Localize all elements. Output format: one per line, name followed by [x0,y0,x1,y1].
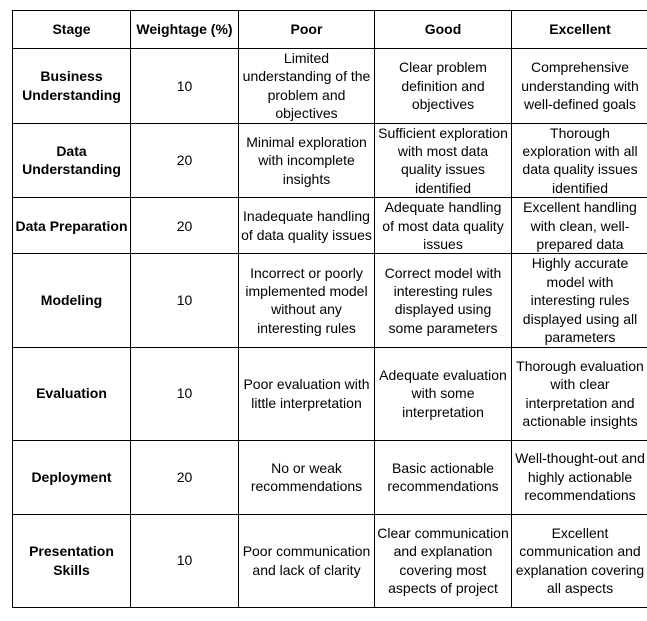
weightage-cell: 20 [131,440,239,514]
stage-cell: Modeling [13,254,131,347]
weightage-cell: 10 [131,347,239,440]
table-row [13,254,647,347]
table-row [13,347,647,440]
weightage-cell: 10 [131,49,239,124]
header-stage: Stage [13,11,131,49]
stage-cell: Data Understanding [13,123,131,198]
header-good: Good [375,11,512,49]
poor-cell: No or weak recommendations [239,440,375,514]
rubric-body [13,49,647,608]
good-cell: Basic actionable recommendations [375,440,512,514]
poor-cell: Poor evaluation with little interpretation [239,347,375,440]
good-cell: Clear communication and explanation covering most aspects of project [375,514,512,607]
good-cell: Adequate evaluation with some interpretation [375,347,512,440]
stage-cell: Business Understanding [13,49,131,124]
excellent-cell: Excellent communication and explanation covering all aspects [512,514,647,607]
table-row [13,123,647,198]
rubric-header [13,11,647,49]
header-row [13,11,647,49]
header-weightage: Weightage (%) [131,11,239,49]
excellent-cell: Excellent handling with clean, well-prepared data [512,198,647,254]
weightage-cell: 20 [131,123,239,198]
table-row [13,49,647,124]
table-row [13,440,647,514]
poor-cell: Inadequate handling of data quality issues [239,198,375,254]
poor-cell: Limited understanding of the problem and objectives [239,49,375,124]
rubric-table [12,10,647,608]
stage-cell: Deployment [13,440,131,514]
excellent-cell: Comprehensive understanding with well-defined goals [512,49,647,124]
weightage-cell: 10 [131,514,239,607]
excellent-cell: Highly accurate model with interesting rules displayed using all parameters [512,254,647,347]
table-row [13,198,647,254]
weightage-cell: 20 [131,198,239,254]
poor-cell: Minimal exploration with incomplete insights [239,123,375,198]
table-row [13,514,647,607]
good-cell: Correct model with interesting rules displayed using some parameters [375,254,512,347]
good-cell: Clear problem definition and objectives [375,49,512,124]
weightage-cell: 10 [131,254,239,347]
stage-cell: Presentation Skills [13,514,131,607]
excellent-cell: Thorough evaluation with clear interpretation and actionable insights [512,347,647,440]
good-cell: Adequate handling of most data quality issues [375,198,512,254]
poor-cell: Incorrect or poorly implemented model without any interesting rules [239,254,375,347]
stage-cell: Data Preparation [13,198,131,254]
good-cell: Sufficient exploration with most data quality issues identified [375,123,512,198]
excellent-cell: Well-thought-out and highly actionable recommendations [512,440,647,514]
excellent-cell: Thorough exploration with all data quality issues identified [512,123,647,198]
header-excellent: Excellent [512,11,647,49]
poor-cell: Poor communication and lack of clarity [239,514,375,607]
stage-cell: Evaluation [13,347,131,440]
header-poor: Poor [239,11,375,49]
